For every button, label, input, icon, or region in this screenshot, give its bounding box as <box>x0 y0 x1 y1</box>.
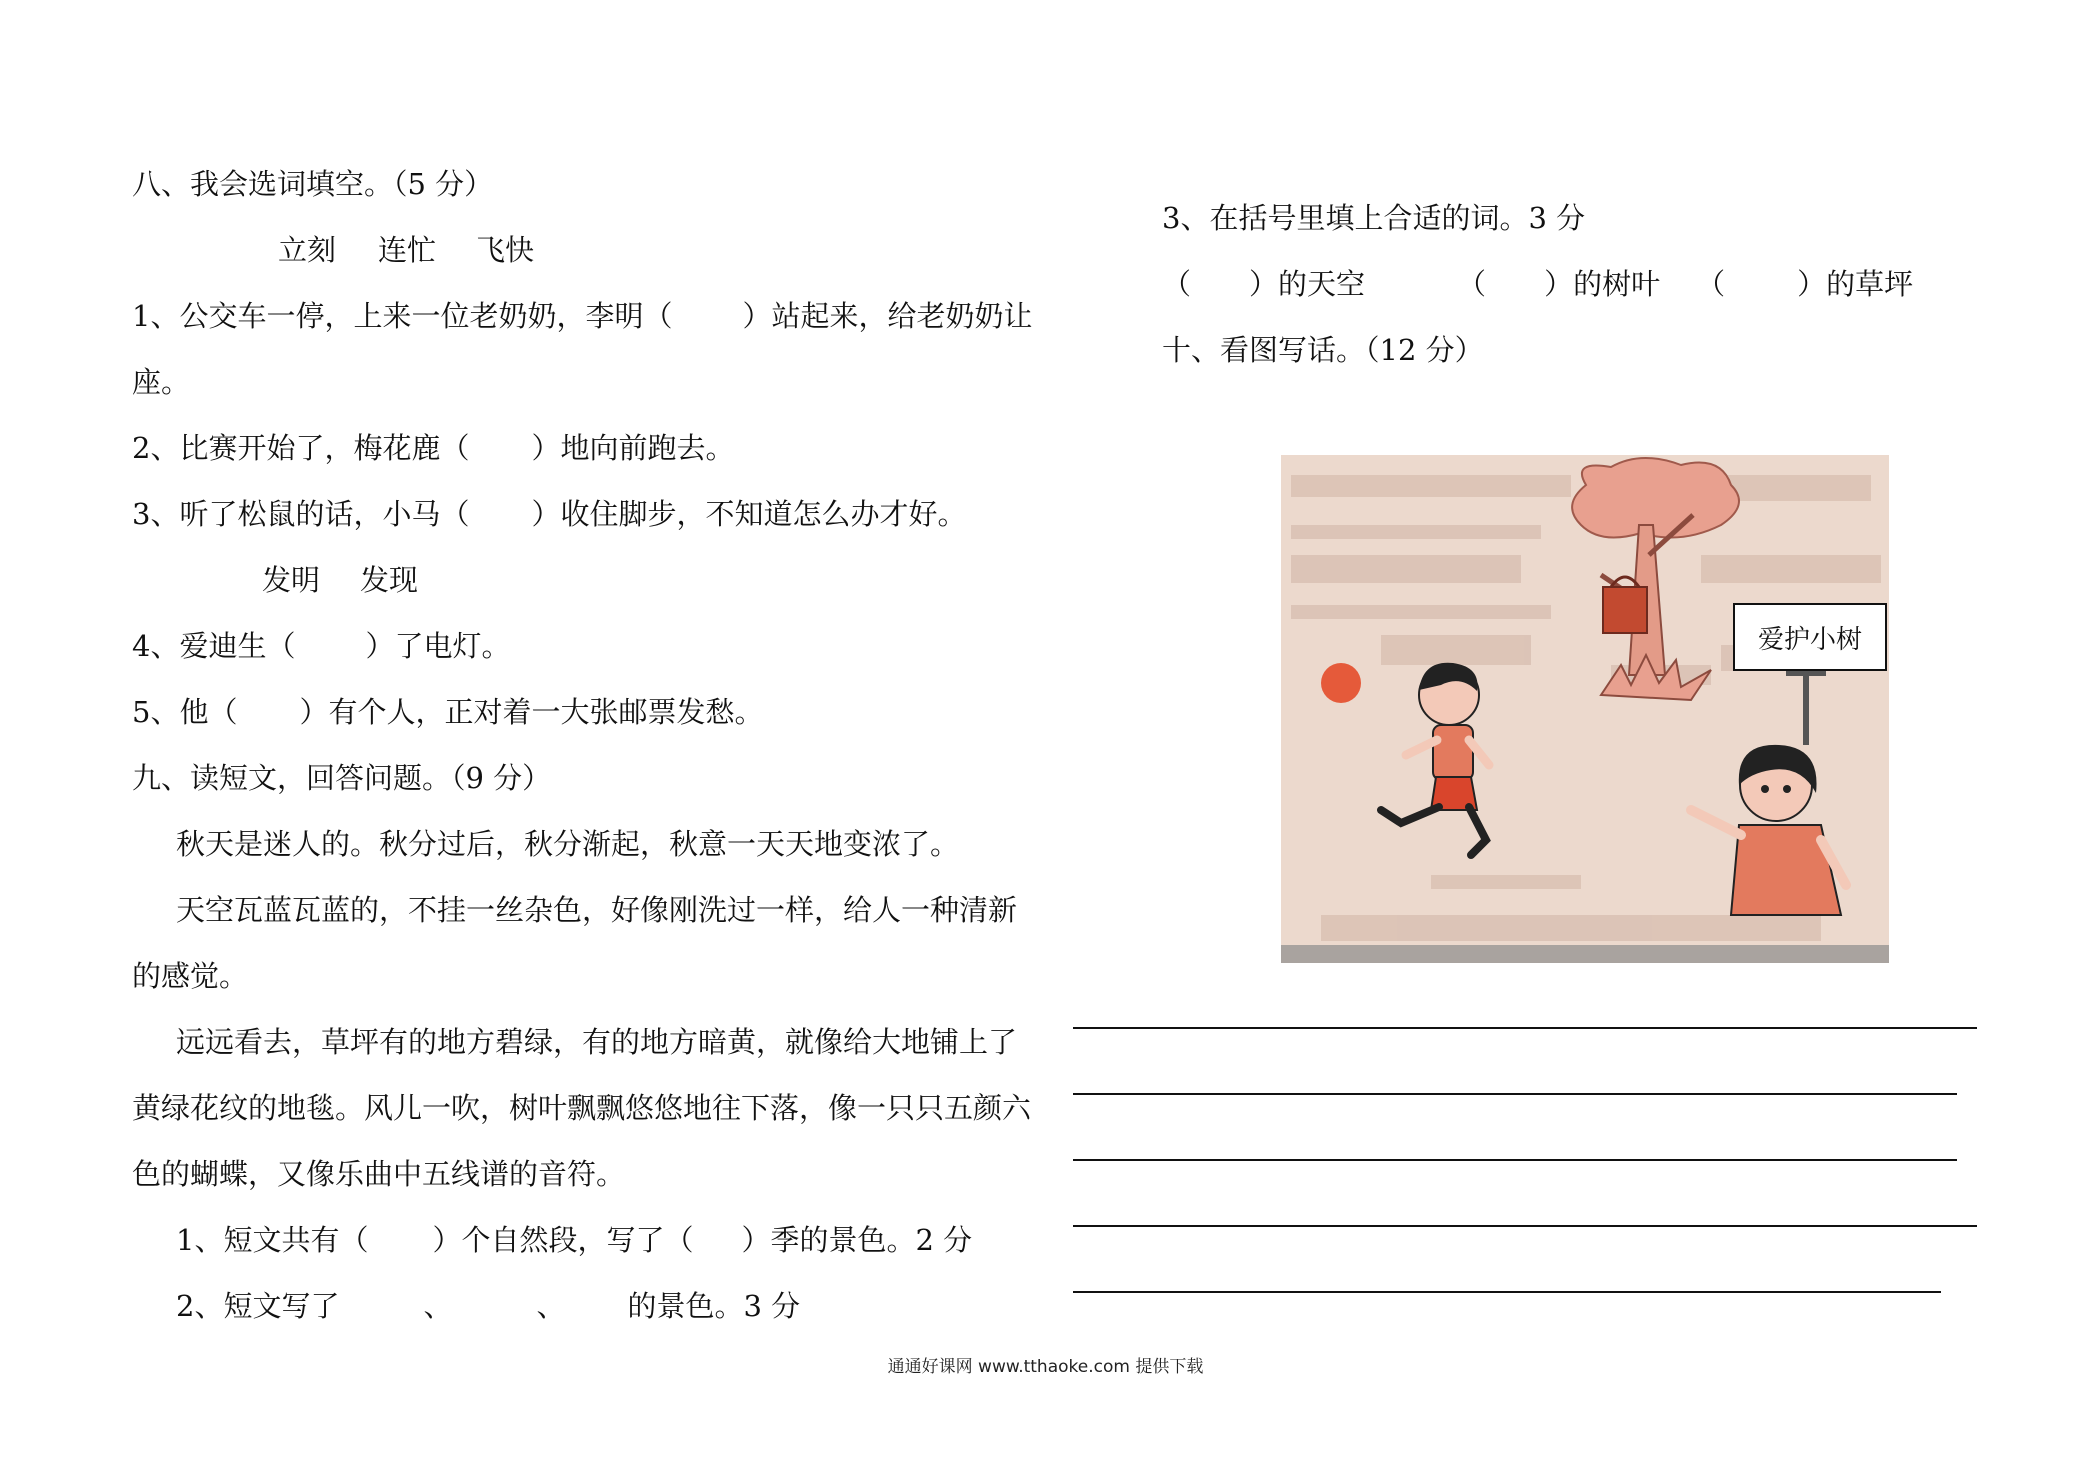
word-option: 连忙 <box>378 233 437 267</box>
question-text: 1、公交车一停，上来一位老奶奶，李明（ <box>132 299 673 333</box>
question-8-2 <box>132 428 734 468</box>
paren-close: ） <box>1544 267 1574 301</box>
question-text: 的景色。3 分 <box>627 1289 801 1323</box>
question-8-3 <box>132 494 966 534</box>
question-text: ）个自然段，写了（ <box>432 1223 694 1257</box>
answer-line[interactable] <box>1073 1225 1977 1227</box>
word-option: 发现 <box>360 563 419 597</box>
question-text: ）了电灯。 <box>365 629 511 663</box>
passage-paragraph-1: 秋天是迷人的。秋分过后，秋分渐起，秋意一天天地变浓了。 <box>176 827 960 861</box>
word-option: 立刻 <box>278 233 337 267</box>
paren-close: ） <box>1797 267 1827 301</box>
question-8-1-cont: 座。 <box>132 365 191 399</box>
word-bank-2 <box>262 560 418 600</box>
question-text: 、 <box>423 1289 453 1323</box>
question-text: 2、短文写了 <box>176 1289 340 1323</box>
word-bank-1 <box>278 230 534 270</box>
question-8-5 <box>132 692 763 732</box>
illustration <box>1281 455 1889 963</box>
question-text: 4、爱迪生（ <box>132 629 296 663</box>
phrase-leaves: 的树叶 <box>1573 267 1661 301</box>
passage-paragraph-3: 远远看去，草坪有的地方碧绿，有的地方暗黄，就像给大地铺上了 <box>176 1025 1018 1059</box>
question-text: 1、短文共有（ <box>176 1223 369 1257</box>
footer-source: 通通好课网 www.tthaoke.com 提供下载 <box>887 1357 1204 1377</box>
answer-line[interactable] <box>1073 1093 1957 1095</box>
question-text: 3、听了松鼠的话，小马（ <box>132 497 470 531</box>
sign-love-small-tree: 爱护小树 <box>1733 603 1887 671</box>
passage-paragraph-3-cont: 色的蝴蝶，又像乐曲中五线谱的音符。 <box>132 1157 626 1191</box>
passage-paragraph-3-cont: 黄绿花纹的地毯。风儿一吹，树叶飘飘悠悠地往下落，像一只只五颜六 <box>132 1091 1032 1125</box>
phrase-lawn: 的草坪 <box>1826 267 1914 301</box>
answer-line[interactable] <box>1073 1027 1977 1029</box>
paren-close: ） <box>1249 267 1279 301</box>
question-text: 、 <box>536 1289 566 1323</box>
answer-line[interactable] <box>1073 1291 1941 1293</box>
paren-open: （ <box>1457 267 1487 301</box>
answer-line[interactable] <box>1073 1159 1957 1161</box>
fill-in-row <box>1162 264 1913 304</box>
section8-title: 八、我会选词填空。（5 分） <box>132 167 494 201</box>
phrase-sky: 的天空 <box>1278 267 1366 301</box>
question-text: ）有个人，正对着一大张邮票发愁。 <box>299 695 764 729</box>
word-option: 飞快 <box>476 233 535 267</box>
question-text: 2、比赛开始了，梅花鹿（ <box>132 431 470 465</box>
section9-title: 九、读短文，回答问题。（9 分） <box>132 761 552 795</box>
question-8-4 <box>132 626 510 666</box>
paren-open: （ <box>1162 267 1192 301</box>
question-text: ）季的景色。2 分 <box>741 1223 973 1257</box>
question-9-3: 3、在括号里填上合适的词。3 分 <box>1162 201 1586 235</box>
question-9-2 <box>176 1286 800 1326</box>
passage-paragraph-2: 天空瓦蓝瓦蓝的，不挂一丝杂色，好像刚洗过一样，给人一种清新 <box>176 893 1018 927</box>
question-8-1 <box>132 296 1032 336</box>
paren-open: （ <box>1696 267 1726 301</box>
section10-title: 十、看图写话。（12 分） <box>1162 333 1484 367</box>
question-text: 5、他（ <box>132 695 238 729</box>
question-text: ）收住脚步，不知道怎么办才好。 <box>531 497 967 531</box>
passage-paragraph-2-cont: 的感觉。 <box>132 959 249 993</box>
question-9-1 <box>176 1220 972 1260</box>
question-text: ）地向前跑去。 <box>531 431 735 465</box>
word-option: 发明 <box>262 563 321 597</box>
question-text: ）站起来，给老奶奶让 <box>742 299 1033 333</box>
